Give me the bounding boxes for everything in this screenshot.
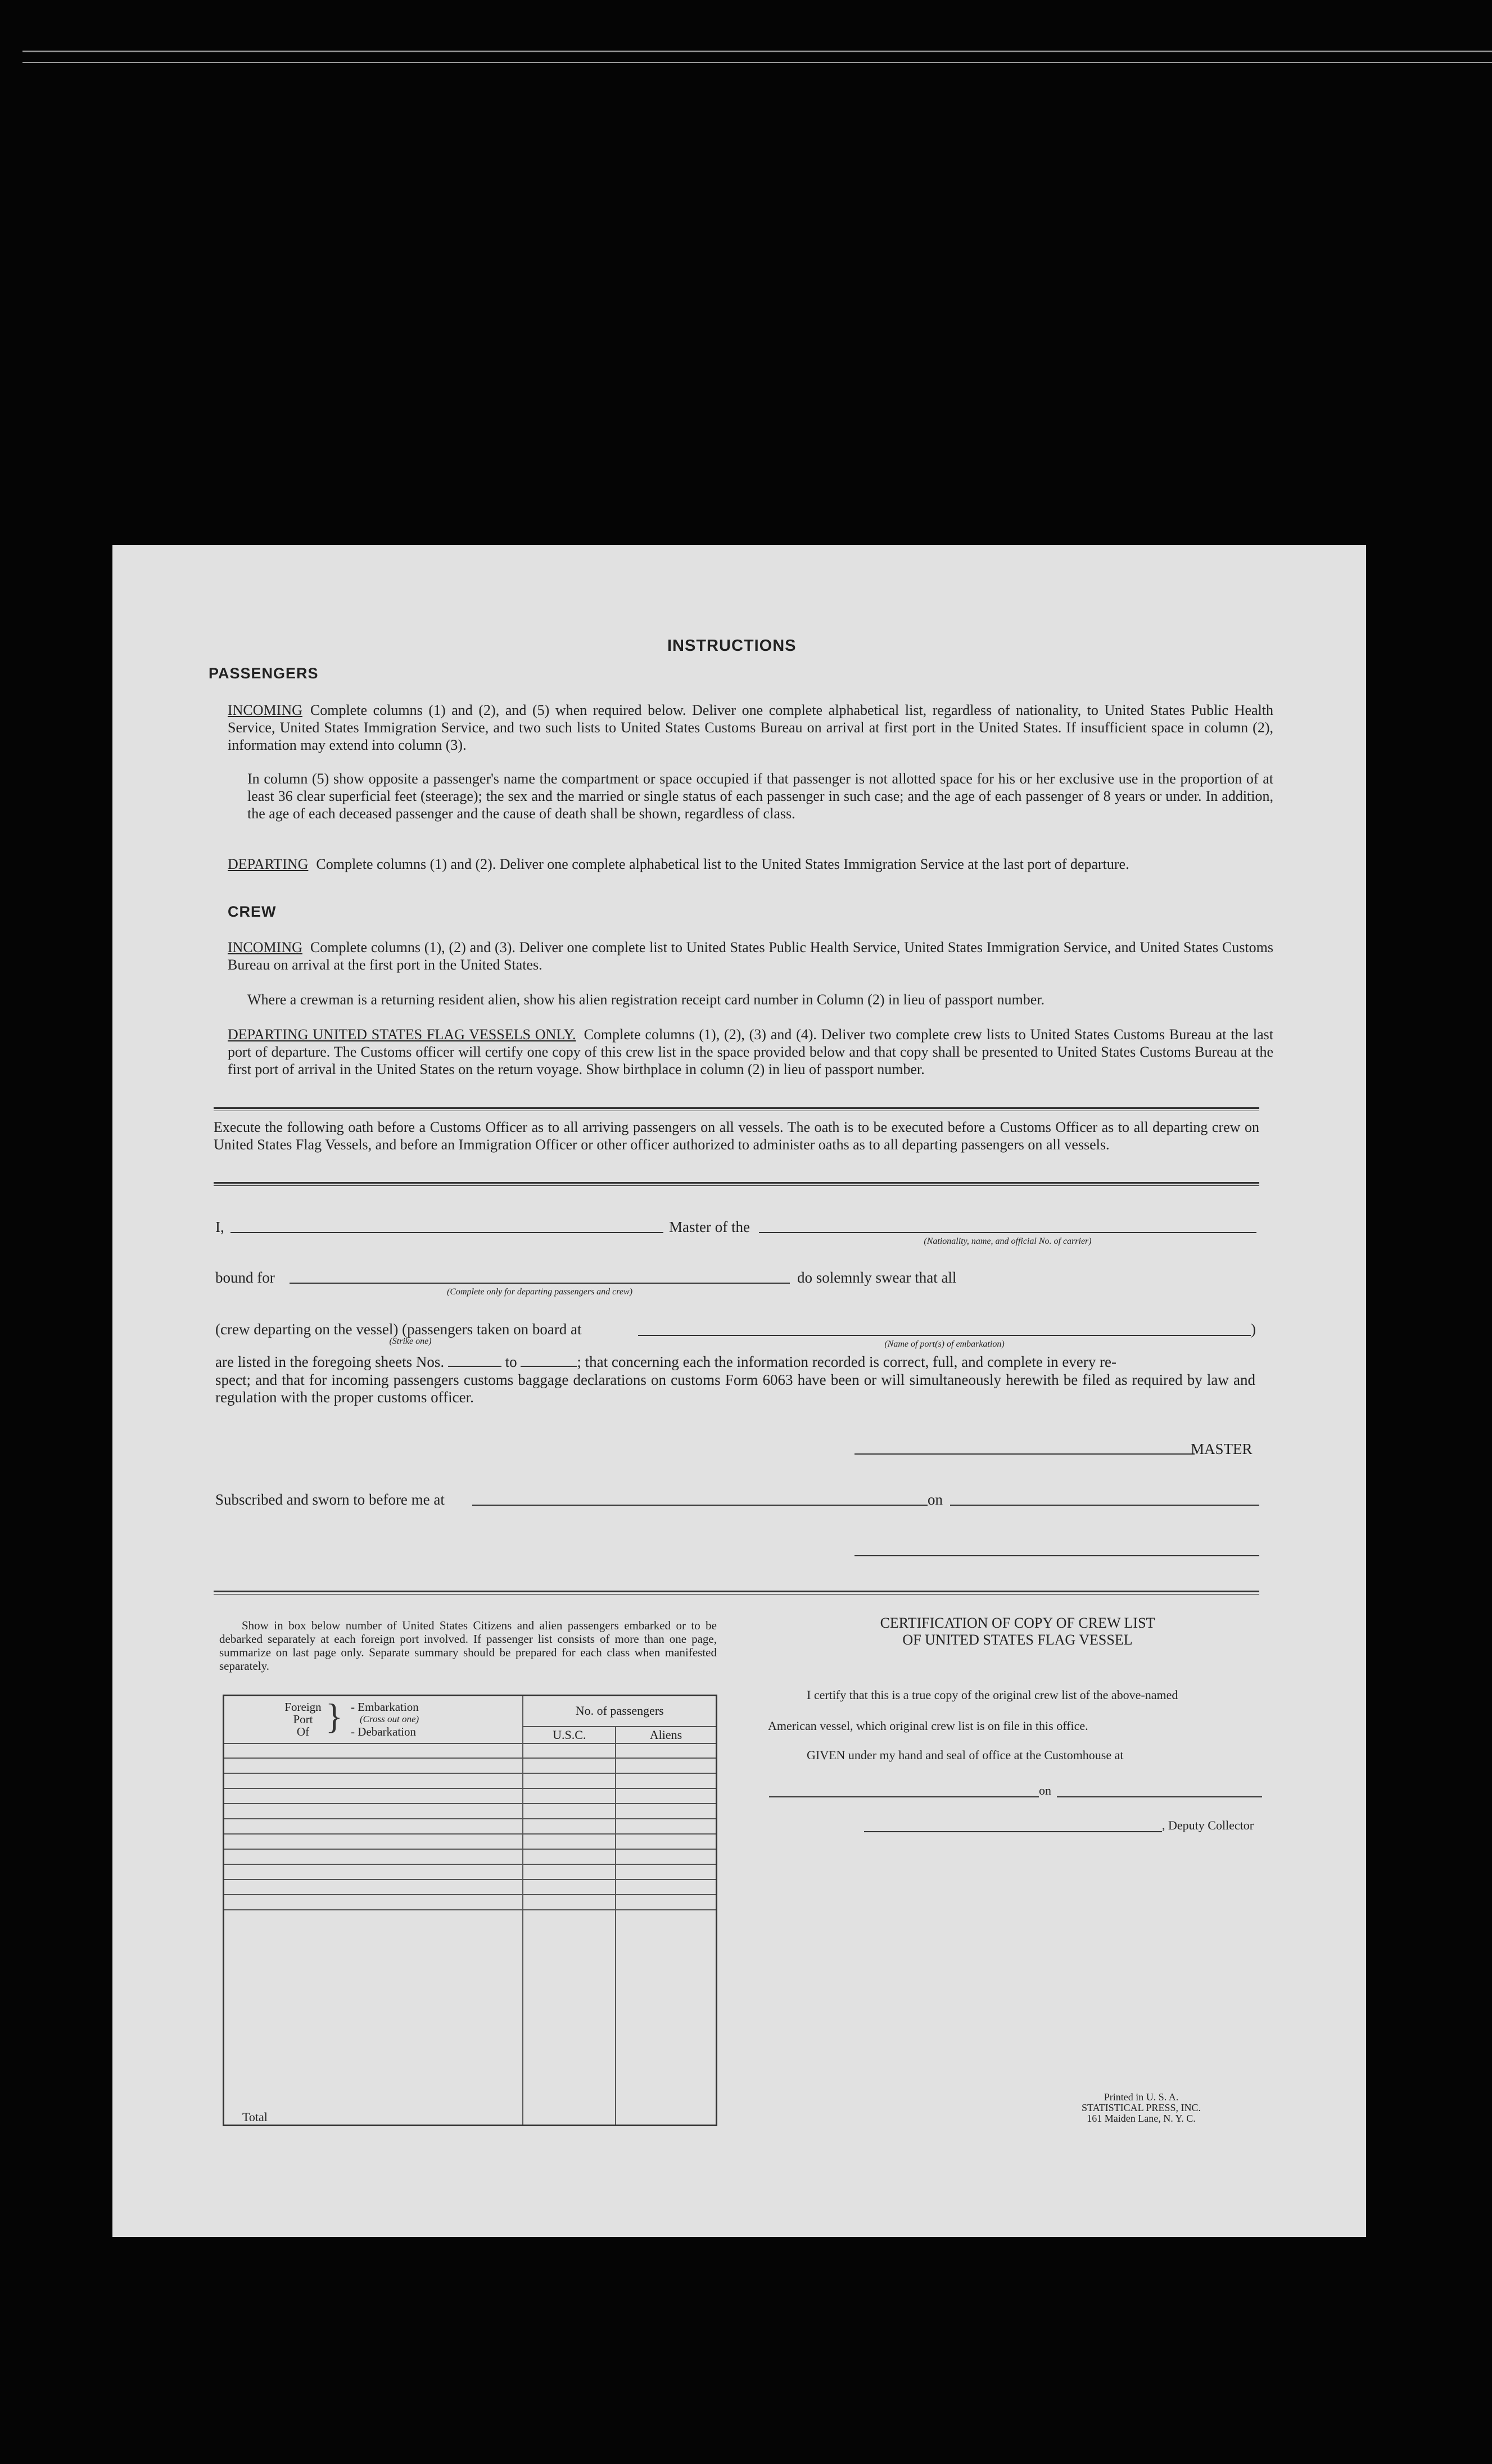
crew-incoming-label: INCOMING — [228, 939, 302, 955]
port-label: Port — [293, 1713, 313, 1726]
master-of-the: Master of the — [669, 1219, 750, 1235]
oath-i: I, — [215, 1219, 224, 1235]
certify-date-line — [1057, 1796, 1262, 1797]
table-row — [224, 1758, 717, 1773]
carrier-caption: (Nationality, name, and official No. of carrier) — [924, 1236, 1092, 1246]
certify-line-1: I certify that this is a true copy of the original crew list of the above-named — [807, 1688, 1178, 1702]
passengers-departing-paragraph — [228, 855, 1273, 873]
printer-imprint — [1068, 2092, 1214, 2124]
foreign-port-header — [224, 1696, 523, 1743]
certify-line-3: GIVEN under my hand and seal of office at the Customhouse at — [807, 1748, 1124, 1762]
master-label: MASTER — [1191, 1441, 1253, 1457]
printer-line-1: Printed in U. S. A. — [1104, 2091, 1179, 2103]
table-row — [224, 1879, 717, 1895]
listed-text-2: ; that concerning each the information recorded is correct, full, and complete in every re- — [577, 1353, 1117, 1370]
bottom-section-divider — [214, 1591, 1259, 1595]
passengers-heading: PASSENGERS — [209, 665, 319, 682]
flag-vessel-text: Complete columns (1), (2), (3) and (4). Deliver two complete crew lists to United States Customs Bureau at the last port of departure. The Customs officer will certify one copy of this crew list in the space provided below and that copy shall be presented to United States Customs Bureau at the first port of arrival in the United States on the return voyage. Show birthplace in column (2) in lieu of passport number. — [228, 1026, 1273, 1077]
passengers-incoming-paragraph — [228, 701, 1273, 754]
printer-line-3: 161 Maiden Lane, N. Y. C. — [1087, 2113, 1196, 2124]
passengers-departing-text: Complete columns (1) and (2). Deliver one complete alphabetical list to the United States Immigration Service at the last port of departure. — [316, 856, 1129, 872]
embarkation-label: - Embarkation — [351, 1700, 419, 1714]
debarkation-label: - Debarkation — [351, 1725, 417, 1738]
passengers-incoming-text: Complete columns (1) and (2), and (5) when required below. Deliver one complete alphabetical list, regardless of nationality, to United States Public Health Service, United States Immigration Service, and two such lists to United States Customs Bureau on arrival at first port in the United States. If insufficient space in column (2), information may extend into column (3). — [228, 702, 1273, 753]
table-row — [224, 1849, 717, 1864]
table-row — [224, 1804, 717, 1819]
table-row — [224, 1788, 717, 1804]
table-row — [224, 1895, 717, 1910]
listed-text-3: spect; and that for incoming passengers customs baggage declarations on customs Form 6063 have been or will simultaneously herewith be filed as required by law and regulation with the proper customs officer. — [215, 1371, 1255, 1406]
subscribed-sworn: Subscribed and sworn to before me at — [215, 1491, 445, 1508]
subscribed-on: on — [928, 1491, 943, 1508]
do-solemnly-swear: do solemnly swear that all — [797, 1269, 957, 1286]
passengers-incoming-label: INCOMING — [228, 702, 302, 718]
column5-paragraph: In column (5) show opposite a passenger's name the compartment or space occupied if that passenger is not allotted space for his or her exclusive use in the proportion of at least 36 clear superficial feet (steerage); the sex and the married or single status of each passenger in such case; and the age of each passenger of 8 years or under. In addition, the age of each deceased passenger and the cause of death shall be shown, regardless of class. — [247, 771, 1273, 822]
deputy-signature-line — [864, 1831, 1162, 1832]
passenger-summary-table — [223, 1695, 717, 2126]
crew-incoming-text: Complete columns (1), (2) and (3). Deliver one complete list to United States Public Health Service, United States Immigration Service, and United States Customs Bureau on arrival at the first port in the United States. — [228, 939, 1273, 973]
master-signature-line — [854, 1453, 1195, 1455]
of-label: Of — [296, 1725, 310, 1738]
carrier-line — [759, 1232, 1256, 1233]
film-top-line-2 — [22, 62, 1492, 63]
usc-header: U.S.C. — [523, 1727, 616, 1743]
table-row — [224, 1773, 717, 1788]
crewman-paragraph: Where a crewman is a returning resident alien, show his alien registration receipt card number in Column (2) in lieu of passport number. — [247, 991, 1045, 1008]
section-divider — [214, 1107, 1259, 1111]
film-top-line — [22, 51, 1492, 52]
sheets-line — [215, 1353, 1255, 1371]
crew-departing: (crew departing — [215, 1321, 311, 1338]
deputy-collector: , Deputy Collector — [1162, 1818, 1254, 1832]
port-caption: (Name of port(s) of embarkation) — [884, 1339, 1005, 1349]
instructions-title: INSTRUCTIONS — [667, 637, 797, 655]
summary-note: Show in box below number of United States Citizens and alien passengers embarked or to be debarked separately at each foreign port involved. If passenger list consists of more than one page, summarize on last page only. Separate summary should be prepared for each class when manifested separately. — [219, 1619, 717, 1673]
brace-icon: } — [325, 1696, 343, 1736]
officer-signature-line — [854, 1555, 1259, 1556]
printer-line-2: STATISTICAL PRESS, INC. — [1082, 2102, 1201, 2113]
sheets-to: to — [505, 1353, 517, 1370]
embarkation-port-line — [638, 1335, 1251, 1336]
form-page — [112, 545, 1366, 2237]
bound-for-line — [290, 1283, 790, 1284]
flag-vessel-paragraph — [228, 1026, 1273, 1078]
foreign-label: Foreign — [284, 1700, 322, 1714]
master-name-line — [230, 1232, 663, 1233]
no-of-passengers-header: No. of passengers — [523, 1696, 716, 1727]
crew-incoming-paragraph — [228, 939, 1273, 973]
bound-caption: (Complete only for departing passengers and crew) — [446, 1287, 633, 1297]
table-row — [224, 1864, 717, 1879]
bound-for: bound for — [215, 1269, 275, 1286]
flag-vessel-label: DEPARTING UNITED STATES FLAG VESSELS ONLY. — [228, 1026, 576, 1043]
close-paren: ) — [1251, 1321, 1256, 1338]
on-the-vessel: on the vessel) — [314, 1321, 399, 1338]
passengers-departing-label: DEPARTING — [228, 856, 309, 872]
oath-intro: Execute the following oath before a Customs Officer as to all arriving passengers on all vessels. The oath is to be executed before a Customs Officer as to all departing crew on United States Flag Vessels, and before an Immigration Officer or other officer authorized to administer oaths as to all departing passengers on all vessels. — [214, 1119, 1259, 1153]
oath-divider — [214, 1182, 1259, 1186]
subscribed-place-line — [472, 1505, 928, 1506]
certification-title-2: OF UNITED STATES FLAG VESSEL — [902, 1632, 1133, 1648]
customhouse-line — [769, 1796, 1039, 1797]
table-row — [224, 1834, 717, 1849]
certification-title — [832, 1615, 1203, 1648]
total-row — [224, 1910, 717, 2126]
passengers-taken: (passengers taken on board at — [402, 1321, 582, 1338]
subscribed-date-line — [950, 1505, 1259, 1506]
certify-line-2: American vessel, which original crew list is on file in this office. — [768, 1719, 1088, 1733]
listed-text-1: are listed in the foregoing sheets Nos. — [215, 1353, 445, 1370]
certification-title-1: CERTIFICATION OF COPY OF CREW LIST — [880, 1615, 1155, 1631]
aliens-header: Aliens — [616, 1727, 716, 1743]
strike-one-caption: (Strike one) — [389, 1337, 432, 1346]
certify-on: on — [1039, 1783, 1051, 1797]
crew-heading: CREW — [228, 903, 277, 920]
cross-out-label: (Cross out one) — [360, 1714, 419, 1724]
table-row — [224, 1743, 717, 1759]
crew-passengers-line — [215, 1321, 582, 1338]
table-row — [224, 1819, 717, 1834]
total-label: Total — [224, 1910, 523, 2126]
